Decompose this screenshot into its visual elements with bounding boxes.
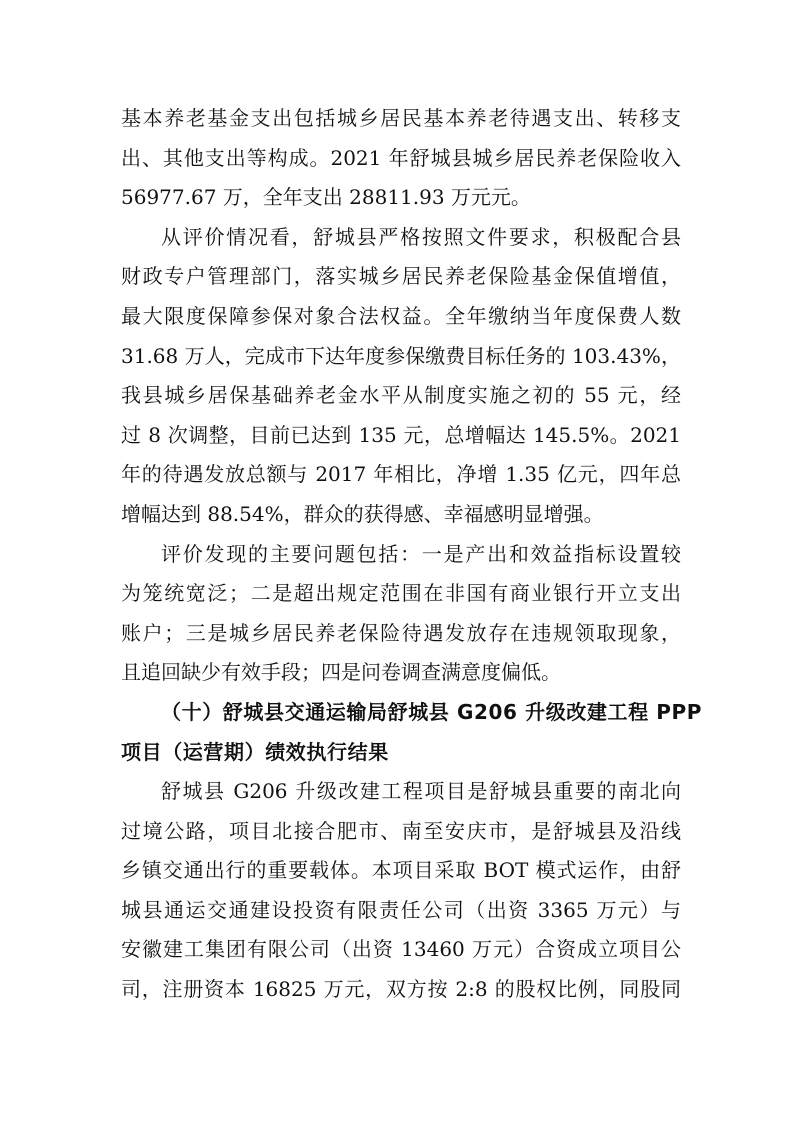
text-line: 安徽建工集团有限公司（出资 13460 万元）合资成立项目公 <box>121 937 681 962</box>
heading-line: （十）舒城县交通运输局舒城县 G206 升级改建工程 PPP <box>161 699 703 724</box>
paragraph-g206-project <box>121 772 681 1010</box>
text-line: 从评价情况看，舒城县严格按照文件要求，积极配合县 <box>161 224 681 249</box>
text-line: 舒城县 G206 升级改建工程项目是舒城县重要的南北向 <box>161 779 681 804</box>
text-line: 乡镇交通出行的重要载体。本项目采取 BOT 模式运作，由舒 <box>121 858 681 883</box>
text-line: 基本养老基金支出包括城乡居民基本养老待遇支出、转移支 <box>121 106 681 130</box>
text-line: 为笼统宽泛；二是超出规定范围在非国有商业银行开立支出 <box>121 581 681 606</box>
paragraph-pension-expenditure <box>121 99 681 218</box>
heading-line: 项目（运营期）绩效执行结果 <box>121 739 389 764</box>
text-line: 司，注册资本 16825 万元，双方按 2:8 的股权比例，同股同 <box>121 977 681 1002</box>
paragraph-main-issues <box>121 535 681 693</box>
text-line: 出、其他支出等构成。2021 年舒城县城乡居民养老保险收入 <box>121 145 681 170</box>
text-line: 财政专户管理部门，落实城乡居民养老保险基金保值增值， <box>121 264 681 289</box>
text-line: 过境公路，项目北接合肥市、南至安庆市，是舒城县及沿线 <box>121 818 681 843</box>
text-line: 56977.67 万，全年支出 28811.93 万元元。 <box>121 185 531 210</box>
text-line: 城县通运交通建设投资有限责任公司（出资 3365 万元）与 <box>121 897 681 922</box>
text-line: 过 8 次调整，目前已达到 135 元，总增幅达 145.5%。2021 <box>121 422 681 447</box>
text-line: 年的待遇发放总额与 2017 年相比，净增 1.35 亿元，四年总 <box>121 462 681 487</box>
text-line: 我县城乡居保基础养老金水平从制度实施之初的 55 元，经 <box>121 383 681 408</box>
document-page <box>121 99 703 1010</box>
text-line: 增幅达到 88.54%，群众的获得感、幸福感明显增强。 <box>121 501 604 526</box>
text-line: 且追回缺少有效手段；四是问卷调查满意度偏低。 <box>121 660 561 685</box>
paragraph-evaluation-results <box>121 218 681 535</box>
text-line: 31.68 万人，完成市下达年度参保缴费目标任务的 103.43%， <box>121 343 681 368</box>
section-heading <box>121 693 703 772</box>
text-line: 评价发现的主要问题包括：一是产出和效益指标设置较 <box>161 541 681 566</box>
text-line: 最大限度保障参保对象合法权益。全年缴纳当年度保费人数 <box>121 303 681 328</box>
text-line: 账户；三是城乡居民养老保险待遇发放存在违规领取现象， <box>121 620 681 645</box>
